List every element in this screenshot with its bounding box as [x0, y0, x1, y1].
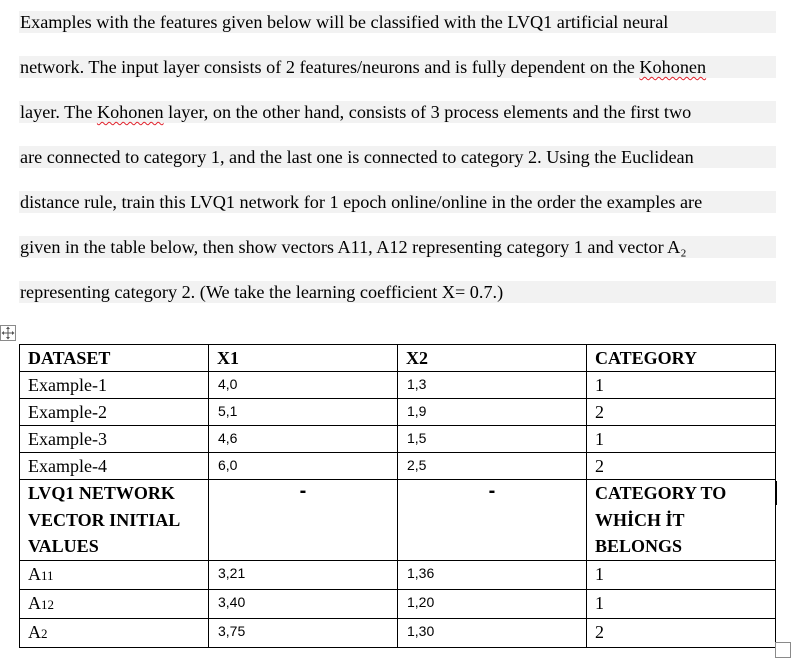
- cell-x2[interactable]: 1,30: [398, 618, 587, 647]
- cell-example-name[interactable]: Example-1: [20, 372, 209, 399]
- cell-x1[interactable]: 5,1: [209, 399, 398, 426]
- cell-example-name[interactable]: Example-4: [20, 453, 209, 480]
- cell-x2[interactable]: 1,5: [398, 426, 587, 453]
- cell-category[interactable]: 1: [587, 426, 776, 453]
- text-run: layer, on the other hand, consists of 3 process elements and the first two: [163, 102, 692, 122]
- table-row: [20, 560, 776, 589]
- cell-x1[interactable]: 6,0: [209, 453, 398, 480]
- section-header-row: [20, 480, 776, 561]
- text-run: are connected to category 1, and the last one is connected to category 2. Using the Euclidean: [20, 147, 694, 167]
- paragraph-line-1: [19, 11, 776, 33]
- move-icon: [1, 326, 15, 340]
- table-row: [20, 618, 776, 647]
- text-run: distance rule, train this LVQ1 network for 1 epoch online/online in the order the examples are: [20, 192, 703, 212]
- cell-x2[interactable]: 1,9: [398, 399, 587, 426]
- cell-category[interactable]: 1: [587, 560, 776, 589]
- label-line: BELONGS: [595, 536, 683, 556]
- cell-vector-name[interactable]: [20, 618, 209, 647]
- text-run: Examples with the features given below will be classified with the LVQ1 artificial neural: [20, 12, 669, 32]
- cell-x1[interactable]: 4,0: [209, 372, 398, 399]
- paragraph-line-4: [19, 146, 776, 168]
- vector-subscript: 12: [41, 596, 54, 612]
- cell-vector-name[interactable]: [20, 589, 209, 618]
- spelling-flag[interactable]: Kohonen: [639, 57, 707, 77]
- text-run: given in the table below, then show vectors A11, A12 representing category 1 and vector A₂: [20, 237, 687, 257]
- cell-category[interactable]: 2: [587, 618, 776, 647]
- header-dataset[interactable]: DATASET: [20, 345, 209, 372]
- lvq-data-table[interactable]: [19, 344, 776, 648]
- vector-subscript: 11: [41, 567, 54, 583]
- cell-category[interactable]: 2: [587, 399, 776, 426]
- label-line: LVQ1 NETWORK: [28, 483, 175, 503]
- cell-x1[interactable]: 3,40: [209, 589, 398, 618]
- table-row: [20, 399, 776, 426]
- vector-letter: A: [28, 563, 41, 584]
- table-row: [20, 589, 776, 618]
- cell-category[interactable]: 1: [587, 589, 776, 618]
- text-run: network. The input layer consists of 2 features/neurons and is fully dependent on the: [20, 57, 640, 77]
- cell-x2[interactable]: 2,5: [398, 453, 587, 480]
- label-line: CATEGORY TO: [595, 483, 727, 503]
- vector-subscript: 2: [41, 625, 48, 641]
- header-x2[interactable]: X2: [398, 345, 587, 372]
- paragraph-line-7: [19, 281, 776, 303]
- spelling-flag[interactable]: Kohonen: [96, 102, 164, 122]
- cell-category[interactable]: 2: [587, 453, 776, 480]
- cell-vector-name[interactable]: [20, 560, 209, 589]
- paragraph-line-5: [19, 191, 776, 213]
- cell-category[interactable]: 1: [587, 372, 776, 399]
- table-row: [20, 372, 776, 399]
- text-run: layer. The: [20, 102, 97, 122]
- cell-x1[interactable]: 4,6: [209, 426, 398, 453]
- cell-x2[interactable]: 1,36: [398, 560, 587, 589]
- label-line: WHİCH İT: [595, 509, 685, 530]
- table-header-row: [20, 345, 776, 372]
- cell-x2[interactable]: 1,20: [398, 589, 587, 618]
- cell-example-name[interactable]: Example-3: [20, 426, 209, 453]
- table-move-handle[interactable]: [0, 325, 16, 341]
- paragraph-line-2: [19, 56, 776, 78]
- table-row: [20, 453, 776, 480]
- label-line: VALUES: [28, 536, 99, 556]
- table-resize-handle[interactable]: [775, 642, 791, 658]
- paragraph-line-3: [19, 101, 776, 123]
- cell-initial-values-label[interactable]: [20, 480, 209, 561]
- cell-x2-dash[interactable]: -: [398, 480, 587, 561]
- header-x1[interactable]: X1: [209, 345, 398, 372]
- cell-x2[interactable]: 1,3: [398, 372, 587, 399]
- cell-example-name[interactable]: Example-2: [20, 399, 209, 426]
- header-category[interactable]: CATEGORY: [587, 345, 776, 372]
- label-line: VECTOR INITIAL: [28, 509, 181, 530]
- vector-letter: A: [28, 621, 41, 642]
- vector-letter: A: [28, 592, 41, 613]
- text-run: representing category 2. (We take the learning coefficient X= 0.7.): [20, 282, 504, 302]
- paragraph-line-6: [19, 236, 776, 258]
- cell-x1-dash[interactable]: -: [209, 480, 398, 561]
- cell-x1[interactable]: 3,75: [209, 618, 398, 647]
- cell-x1[interactable]: 3,21: [209, 560, 398, 589]
- row-end-marker: [776, 481, 777, 505]
- cell-category-belongs-label[interactable]: [587, 480, 776, 561]
- table-row: [20, 426, 776, 453]
